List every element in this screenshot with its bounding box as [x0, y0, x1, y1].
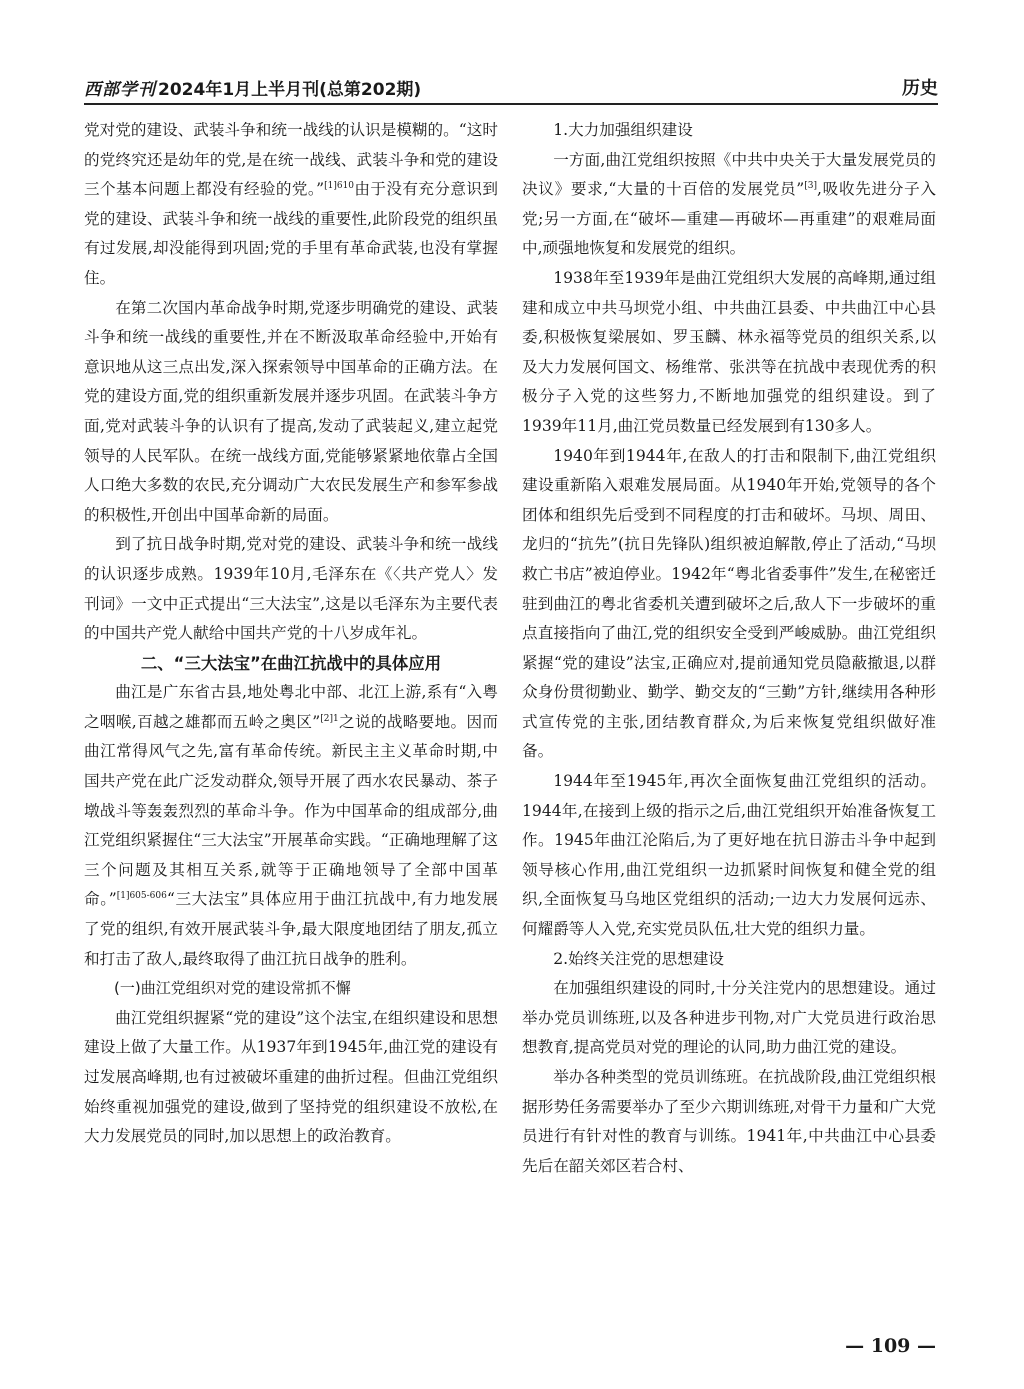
paragraph: 党对党的建设、武装斗争和统一战线的认识是模糊的。“这时的党终究还是幼年的党,是在统一战线、武装斗争和党的建设三个基本问题上都没有经验的党。”$^{[1]610}$由于没有充分意识到党的建设、武装斗争和统一战线的重要性,此阶段党的组织虽有过发展,却没能得到巩固;党的手里有革命武装,也没有掌握住。 — [84, 121, 498, 287]
left-column — [84, 116, 498, 1152]
page-number: — 109 — — [845, 1335, 936, 1357]
paragraph: 在第二次国内革命战争时期,党逐步明确党的建设、武装斗争和统一战线的重要性,并在不断汲取革命经验中,开始有意识地从这三点出发,深入探索领导中国革命的正确方法。在党的建设方面,党的组织重新发展并逐步巩固。在武装斗争方面,党对武装斗争的认识有了提高,发动了武装起义,建立起党领导的人民军队。在统一战线方面,党能够紧紧地依靠占全国人口绝大多数的农民,充分调动广大农民发展生产和参军参战的积极性,开创出中国革命新的局面。 — [84, 298, 498, 524]
journal-logo: 西部学刊 — [84, 80, 156, 100]
header-rule — [84, 103, 938, 105]
citation: [1]610 — [324, 181, 355, 191]
section-label: 历史 — [902, 78, 938, 99]
issue-info: 2024年1月上半月刊(总第202期) — [158, 80, 422, 100]
paragraph: 举办各种类型的党员训练班。在抗战阶段,曲江党组织根据形势任务需要举办了至少六期训练班,对骨干力量和广大党员进行有针对性的教育与训练。1941年,中共曲江中心县委先后在韶关郊区若合村、 — [522, 1068, 936, 1175]
citation: [1]605-606 — [116, 891, 167, 902]
right-column — [522, 116, 936, 1181]
paragraph: 到了抗日战争时期,党对党的建设、武装斗争和统一战线的认识逐步成熟。1939年10月,毛泽东在《〈共产党人〉发刊词》一文中正式提出“三大法宝”,这是以毛泽东为主要代表的中国共产党人献给中国共产党的十八岁成年礼。 — [84, 535, 498, 643]
header-left — [84, 75, 421, 100]
paragraph: 在加强组织建设的同时,十分关注党内的思想建设。通过举办党员训练班,以及各种进步刊物,对广大党员进行政治思想教育,提高党员对党的理论的认同,助力曲江党的建设。 — [522, 979, 936, 1057]
subsection-heading: (一)曲江党组织对党的建设常抓不懈 — [114, 979, 351, 998]
paragraph: 曲江是广东省古县,地处粤北中部、北江上游,系有“入粤之咽喉,百越之雄都而五岭之奥区”$^{[2]1}$之说的战略要地。因而曲江常得风气之先,富有革命传统。新民主主义革命时期,中国共产党在此广泛发动群众,领导开展了西水农民暴动、茶子墩战斗等轰轰烈烈的革命斗争。作为中国革命的组成部分,曲江党组织紧握住“三大法宝”开展革命实践。“正确地理解了这三个问题及其相互关系,就等于正确地领导了全部中国革命。”$^{[1]605-606}$“三大法宝”具体应用于曲江抗战中,有力地发展了党的组织,有效开展武装斗争,最大限度地团结了朋友,孤立和打击了敌人,最终取得了曲江抗日战争的胜利。 — [84, 683, 498, 968]
subsubsection-heading: 1.大力加强组织建设 — [553, 121, 693, 139]
citation: [2]1 — [320, 713, 339, 724]
paragraph: 1938年至1939年是曲江党组织大发展的高峰期,通过组建和成立中共马坝党小组、中共曲江县委、中共曲江中心县委,积极恢复梁展如、罗玉麟、林永福等党员的组织关系,以及大力发展何国文、杨维常、张洪等在抗战中表现优秀的积极分子入党的这些努力,不断地加强党的组织建设。到了1939年11月,曲江党员数量已经发展到有130多人。 — [522, 268, 936, 435]
paragraph: 一方面,曲江党组织按照《中共中央关于大量发展党员的决议》要求,“大量的十百倍的发展党员”[3],吸收先进分子入党;另一方面,在“破坏—重建—再破坏—再重建”的艰难局面中,顽强地恢复和发展党的组织。 — [522, 150, 936, 258]
subsubsection-heading: 2.始终关注党的思想建设 — [553, 949, 725, 968]
citation: [3] — [804, 181, 817, 191]
paragraph: 曲江党组织握紧“党的建设”这个法宝,在组织建设和思想建设上做了大量工作。从1937年到1945年,曲江党的建设有过发展高峰期,也有过被破坏重建的曲折过程。但曲江党组织始终重视加强党的建设,做到了坚持党的组织建设不放松,在大力发展党员的同时,加以思想上的政治教育。 — [84, 1008, 498, 1146]
section-heading: 二、“三大法宝”在曲江抗战中的具体应用 — [140, 653, 442, 673]
paragraph: 1940年到1944年,在敌人的打击和限制下,曲江党组织建设重新陷入艰难发展局面。从1940年开始,党领导的各个团体和组织先后受到不同程度的打击和破坏。马坝、周田、龙归的“抗先”(抗日先锋队)组织被迫解散,停止了活动,“马坝救亡书店”被迫停业。1942年“粤北省委事件”发生,在秘密迁驻到曲江的粤北省委机关遭到破坏之后,敌人下一步破坏的重点直接指向了曲江,党的组织安全受到严峻威胁。曲江党组织紧握“党的建设”法宝,正确应对,提前通知党员隐蔽撤退,以群众身份贯彻勤业、勤学、勤交友的“三勤”方针,继续用各种形式宣传党的主张,团结教育群众,为后来恢复党组织做好准备。 — [522, 446, 936, 761]
running-header — [84, 66, 938, 100]
paragraph: 1944年至1945年,再次全面恢复曲江党组织的活动。1944年,在接到上级的指示之后,曲江党组织开始准备恢复工作。1945年曲江沦陷后,为了更好地在抗日游击斗争中起到领导核心作用,曲江党组织一边抓紧时间恢复和健全党的组织,全面恢复马乌地区党组织的活动;一边大力发展何远赤、何耀爵等人入党,充实党员队伍,壮大党的组织力量。 — [522, 772, 936, 939]
